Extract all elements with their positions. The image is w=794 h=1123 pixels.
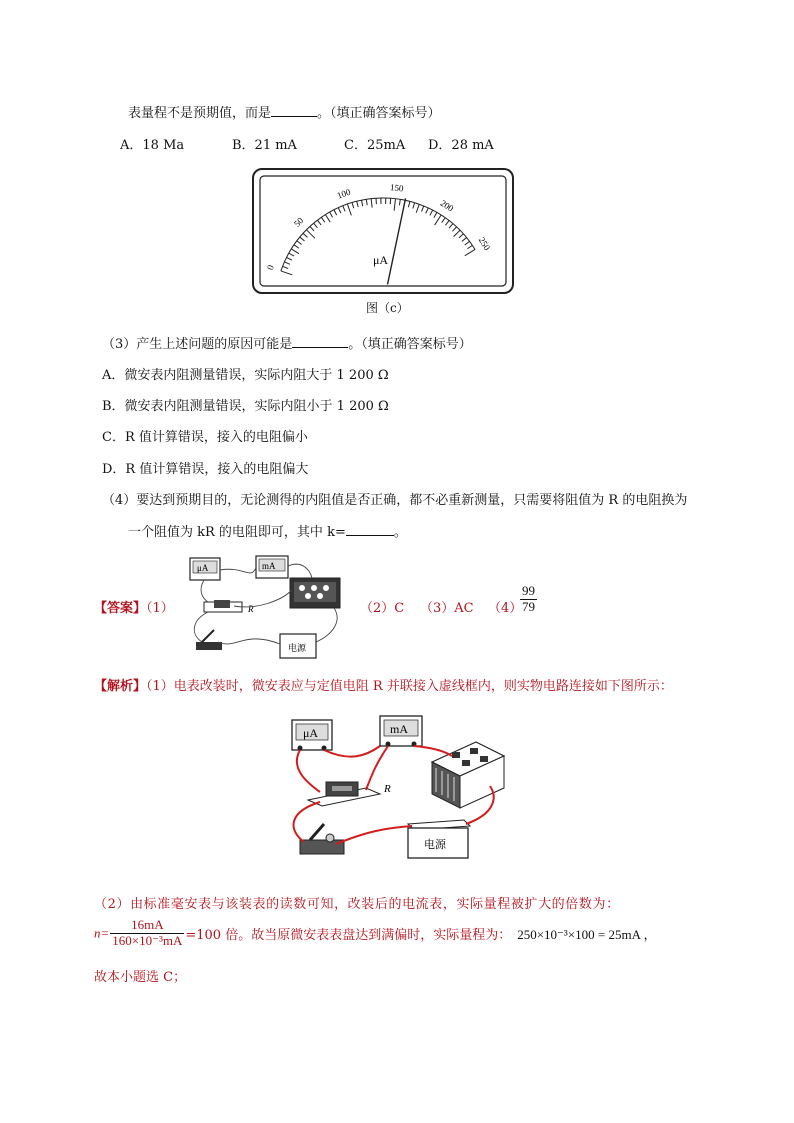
q3-option-b: B．微安表内阻测量错误，实际内阻小于 1 200 Ω xyxy=(102,399,389,414)
power-source-label: 电源 xyxy=(288,643,307,653)
meter-tick xyxy=(314,223,318,228)
ratio-denominator: 160×10⁻³mA xyxy=(112,932,183,948)
meter-tick xyxy=(465,241,470,245)
meter-tick xyxy=(445,221,449,226)
resistor-label: R xyxy=(248,604,254,614)
meter-tick xyxy=(459,234,463,238)
meter-scale-label: 50 xyxy=(291,215,306,229)
answer-fraction xyxy=(520,584,537,615)
meter-tick xyxy=(300,237,305,241)
milliammeter-label: mA xyxy=(262,561,276,571)
answer-part-3: （3）AC xyxy=(420,601,474,616)
small-circuit-diagram xyxy=(184,550,352,662)
meter-tick xyxy=(334,210,337,215)
answer-tag: 【答案】 xyxy=(94,601,147,616)
q2-option-d: D．28 mA xyxy=(428,138,494,153)
power-source xyxy=(280,634,316,658)
meter-tick xyxy=(399,199,400,205)
q2-question-suffix: 。（填正确答案标号） xyxy=(317,106,441,121)
meter-tick xyxy=(343,206,345,212)
meter-tick xyxy=(284,262,289,264)
part2-line-3: 故本小题选 C； xyxy=(94,970,187,985)
meter-tick xyxy=(291,249,299,254)
power-source-label: 电源 xyxy=(424,839,446,851)
meter-tick xyxy=(321,217,324,222)
q2-question-text: 表量程不是预期值，而是 xyxy=(128,106,272,121)
part2-range-expression: 250×10⁻³×100 = 25mA ， xyxy=(517,926,657,942)
meter-tick xyxy=(352,203,354,209)
q2-option-b: B．21 mA xyxy=(232,138,297,153)
answer-blank xyxy=(271,104,317,117)
figure-c-meter xyxy=(250,166,516,296)
meter-tick xyxy=(435,215,441,225)
meter-tick xyxy=(452,227,456,231)
meter-tick xyxy=(297,241,302,245)
answer-row xyxy=(94,597,174,616)
meter-tick xyxy=(317,220,321,225)
microammeter xyxy=(190,558,220,580)
meter-tick xyxy=(449,224,453,229)
answer-part-4: （4） xyxy=(488,601,523,616)
meter-tick xyxy=(413,203,415,209)
meter-scale-label: 150 xyxy=(389,182,405,194)
large-circuit-diagram xyxy=(280,712,512,862)
meter-tick xyxy=(426,208,429,213)
answer-fraction-denominator: 79 xyxy=(522,598,535,614)
analysis-line xyxy=(94,675,673,694)
q4-line-1: （4）要达到预期目的，无论测得的内阻值是否正确，都不必重新测量，只需要将阻值为 R 的电阻换为 xyxy=(102,493,688,508)
meter-tick xyxy=(366,199,367,205)
meter-tick xyxy=(362,200,363,206)
meter-tick xyxy=(430,210,433,215)
q4-line-2-suffix: 。 xyxy=(393,525,407,540)
analysis-text: （1）电表改装时，微安表应与定值电阻 R 并联接入虚线框内，则实物电路连接如下图所示： xyxy=(146,679,673,694)
q3-option-a: A．微安表内阻测量错误，实际内阻大于 1 200 Ω xyxy=(102,368,389,383)
meter-tick xyxy=(303,233,307,237)
meter-tick xyxy=(294,245,299,248)
q3-option-d: D．R 值计算错误，接入的电阻偏大 xyxy=(102,462,309,477)
answer-part-1: （1） xyxy=(146,601,174,616)
q4-line-2-text: 一个阻值为 kR 的电阻即可，其中 k= xyxy=(128,525,346,540)
q4-line-2 xyxy=(128,521,407,540)
meter-scale-label: 200 xyxy=(438,197,456,214)
q3-option-c: C．R 值计算错误，接入的电阻偏小 xyxy=(102,430,308,445)
meter-scale-label: 250 xyxy=(476,235,493,253)
resistance-box xyxy=(290,578,340,608)
q2-question-line xyxy=(128,102,441,121)
meter-scale-label: 0 xyxy=(264,263,276,272)
microammeter xyxy=(292,720,332,751)
meter-unit-label: μA xyxy=(373,253,389,267)
meter-tick xyxy=(347,204,351,215)
answer-blank xyxy=(346,523,394,536)
milliammeter xyxy=(380,716,422,747)
switch xyxy=(300,824,344,854)
q3-stem xyxy=(102,333,472,352)
meter-scale-label: 100 xyxy=(335,186,352,201)
meter-tick xyxy=(462,238,467,242)
resistor xyxy=(308,782,391,806)
meter-tick xyxy=(394,199,395,211)
analysis-tag: 【解析】 xyxy=(94,679,147,694)
meter-tick xyxy=(357,201,358,207)
part2-line-1: （2）由标准毫安表与该装表的读数可知，改装后的电流表，实际量程被扩大的倍数为： xyxy=(94,897,620,912)
q3-stem-text: （3）产生上述问题的原因可能是 xyxy=(102,337,293,352)
ratio-numerator: 16mA xyxy=(110,918,184,934)
meter-tick xyxy=(416,204,419,212)
microammeter-label: μA xyxy=(197,563,209,573)
power-source xyxy=(408,820,470,858)
meter-tick xyxy=(408,201,409,207)
q3-stem-suffix: 。（填正确答案标号） xyxy=(348,337,472,352)
meter-tick xyxy=(287,257,292,260)
milliammeter xyxy=(256,556,288,578)
microammeter-label: μA xyxy=(303,726,319,740)
meter-tick xyxy=(281,271,292,275)
meter-tick xyxy=(338,208,340,213)
figure-c-caption: 图（c） xyxy=(366,301,409,315)
meter-pointer xyxy=(388,198,406,284)
part2-equation-text: =100 倍。故当原微安表表盘达到满偏时，实际量程为： xyxy=(185,927,512,943)
meter-tick xyxy=(330,212,333,217)
meter-tick xyxy=(434,212,437,217)
answer-blank xyxy=(292,335,348,348)
part2-line-2 xyxy=(94,918,657,949)
milliammeter-label: mA xyxy=(390,722,408,736)
resistor-label: R xyxy=(384,783,391,795)
q2-option-c: C．25mA xyxy=(344,138,406,153)
meter-tick xyxy=(283,266,289,268)
answer-fraction-numerator: 99 xyxy=(522,583,535,598)
meter-tick xyxy=(442,218,445,223)
meter-tick xyxy=(465,249,475,255)
meter-tick xyxy=(454,230,460,236)
meter-tick xyxy=(289,253,294,256)
meter-tick xyxy=(422,206,424,212)
meter-tick xyxy=(467,245,472,248)
meter-tick xyxy=(325,215,330,223)
meter-tick xyxy=(310,226,314,230)
var-n: n= xyxy=(94,925,110,941)
q2-option-a: A．18 Ma xyxy=(120,138,185,153)
meter-tick xyxy=(371,199,372,208)
answer-part-2: （2）C xyxy=(360,601,405,616)
